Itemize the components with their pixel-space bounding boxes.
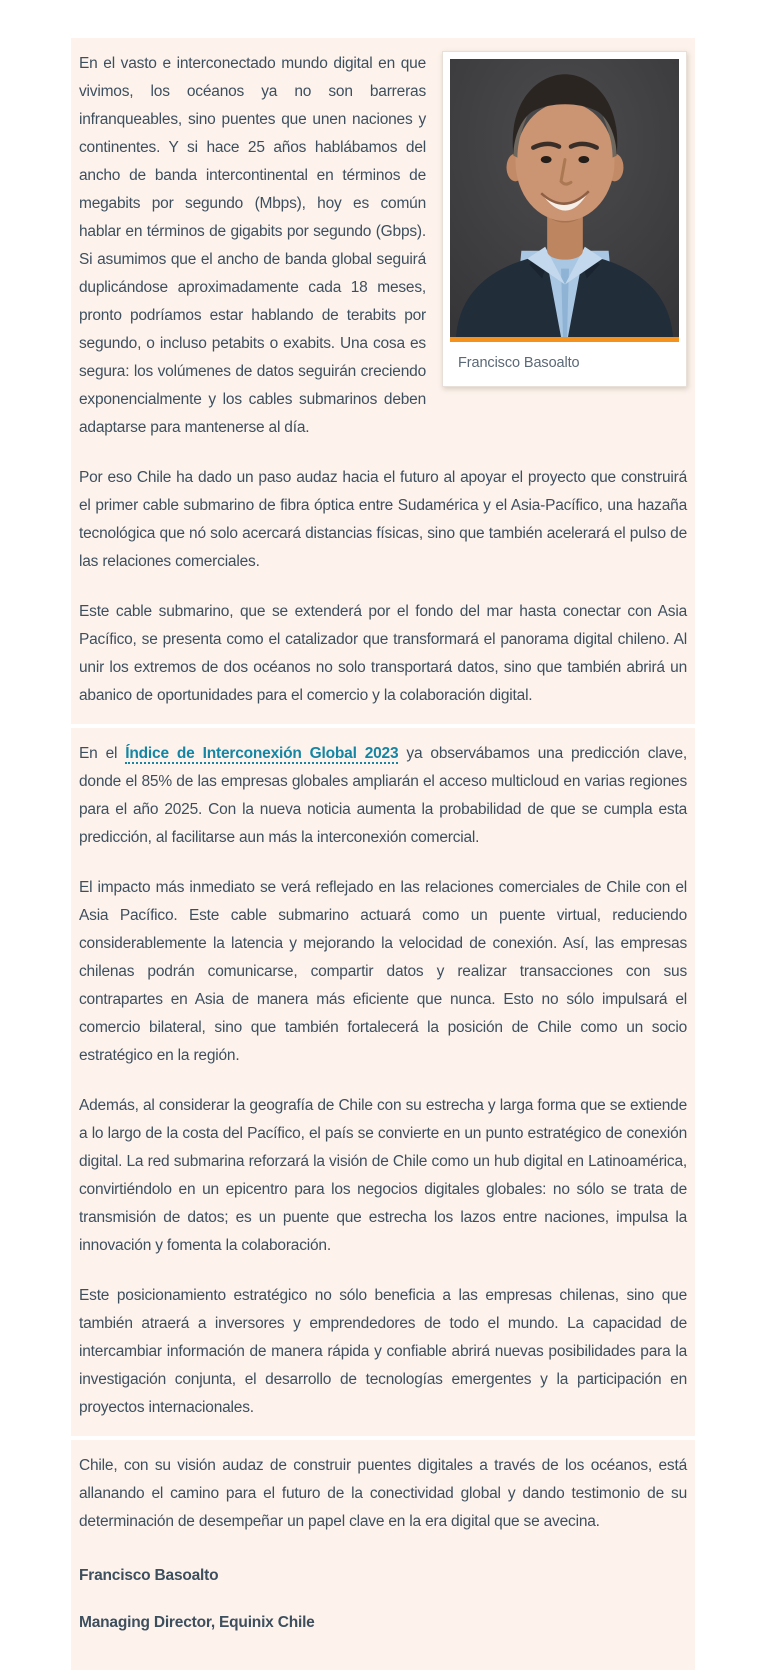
paragraph-4-prefix: En el — [79, 745, 126, 762]
analysis-paragraph-6: Además, al considerar la geografía de Chile con su estrecha y larga forma que se extiende a lo largo de la costa del Pacífico, el país se convierte en un punto estratégico de conexión digital. La red submarina reforzará la visión de Chile como un hub digital en Latinoamérica, convirtiéndolo en un epicentro para los negocios digitales globales: no sólo se trata de transmisión de datos; es un puente que estrecha los lazos entre naciones, impulsa la innovación y fomenta la colaboración. — [79, 1097, 687, 1254]
gxi-report-link[interactable]: Índice de Interconexión Global 2023 — [125, 745, 399, 762]
intro-paragraph-2: Por eso Chile ha dado un paso audaz hacia el futuro al apoyar el proyecto que construirá el primer cable submarino de fibra óptica entre Sudamérica y el Asia-Pacífico, una hazaña tecnológica que nó solo acercará distancias físicas, sino que también acelerará el pulso de las relaciones comerciales. — [79, 469, 687, 570]
intro-row — [79, 50, 687, 442]
author-name: Francisco Basoalto — [79, 1567, 219, 1584]
intro-section — [71, 38, 695, 724]
author-title: Managing Director, Equinix Chile — [79, 1614, 315, 1631]
author-photo-figure — [442, 51, 687, 387]
analysis-section — [71, 728, 695, 1436]
analysis-paragraph-link — [79, 740, 687, 852]
closing-paragraph: Chile, con su visión audaz de construir puentes digitales a través de los océanos, está allanando el camino para el futuro de la conectividad global y dando testimonio de su determinación de desempeñar un papel clave en la era digital que se avecina. — [79, 1457, 687, 1530]
article-page — [71, 38, 695, 1670]
paragraph-4-suffix: ya observábamos una predicción clave, donde el 85% de las empresas globales ampliarán el acceso multicloud en varias regiones para el año 2025. Con la nueva noticia aumenta la probabilidad de que se cumpla esta predicción, al facilitarse aun más la interconexión comercial. — [79, 745, 687, 846]
author-portrait-image — [450, 59, 679, 342]
closing-section — [71, 1440, 695, 1670]
intro-text-column — [79, 50, 426, 442]
intro-paragraph-1: En el vasto e interconectado mundo digital en que vivimos, los océanos ya no son barreras infranqueables, sino puentes que unen naciones y continentes. Y si hace 25 años hablábamos del ancho de banda intercontinental en términos de megabits por segundo (Mbps), hoy es común hablar en términos de gigabits por segundo (Gbps). Si asumimos que el ancho de banda global seguirá duplicándose aproximadamente cada 18 meses, pronto podríamos estar hablando de terabits por segundo, o incluso petabits o exabits. Una cosa es segura: los volúmenes de datos seguirán creciendo exponencialmente y los cables submarinos deben adaptarse para mantenerse al día. — [79, 55, 426, 436]
analysis-paragraph-7: Este posicionamiento estratégico no sólo beneficia a las empresas chilenas, sino que también atraerá a inversores y emprendedores de todo el mundo. La capacidad de intercambiar información de manera rápida y confiable abrirá nuevas posibilidades para la investigación conjunta, el desarrollo de tecnologías emergentes y la participación en proyectos internacionales. — [79, 1287, 687, 1416]
author-photo-caption: Francisco Basoalto — [450, 342, 679, 386]
analysis-paragraph-5: El impacto más inmediato se verá reflejado en las relaciones comerciales de Chile con el Asia Pacífico. Este cable submarino actuará como un puente virtual, reduciendo considerablemente la latencia y mejorando la velocidad de conexión. Así, las empresas chilenas podrán comunicarse, compartir datos y realizar transacciones con sus contrapartes en Asia de manera más eficiente que nunca. Esto no sólo impulsará el comercio bilateral, sino que también fortalecerá la posición de Chile como un socio estratégico en la región. — [79, 879, 687, 1064]
intro-paragraph-3: Este cable submarino, que se extenderá por el fondo del mar hasta conectar con Asia Pacífico, se presenta como el catalizador que transformará el panorama digital chileno. Al unir los extremos de dos océanos no solo transportará datos, sino que también abrirá un abanico de oportunidades para el comercio y la colaboración digital. — [79, 603, 687, 704]
